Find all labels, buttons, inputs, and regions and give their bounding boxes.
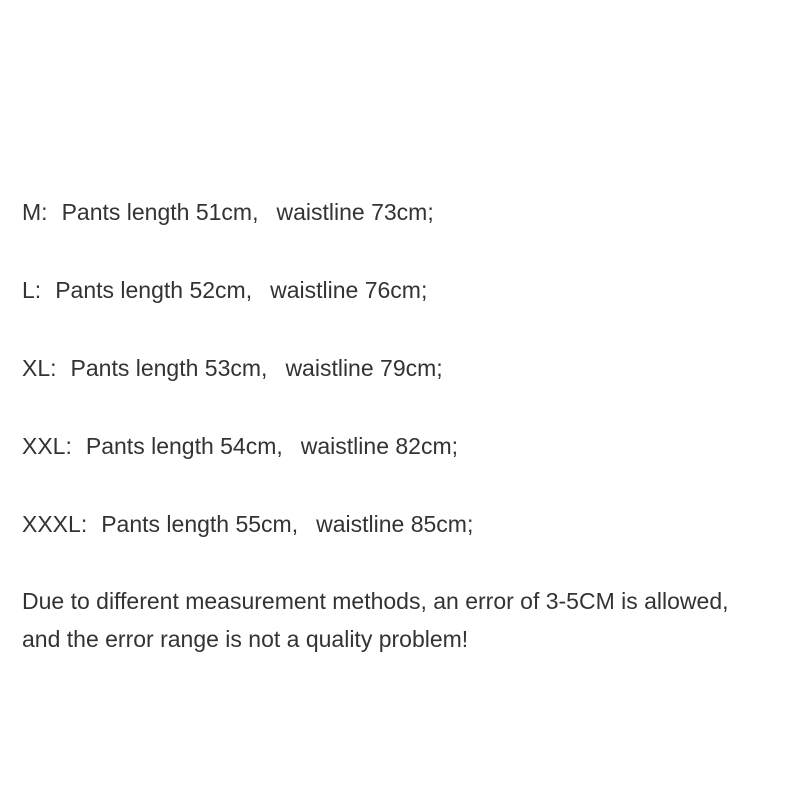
comma: ,	[261, 355, 268, 381]
size-row-m	[22, 192, 473, 270]
size-label: XXXL	[22, 511, 81, 537]
waistline: waistline 85cm	[316, 511, 467, 537]
waistline: waistline 73cm	[276, 199, 428, 225]
size-label: L	[22, 277, 35, 303]
size-label: XL	[22, 355, 51, 381]
size-row-xl	[22, 348, 473, 426]
size-label: XXL	[22, 433, 66, 459]
waistline: waistline 79cm	[285, 355, 437, 381]
pants-length: Pants length 54cm	[85, 433, 277, 459]
comma: ,	[276, 433, 283, 459]
colon: :	[41, 199, 48, 225]
semicolon: ;	[436, 355, 443, 381]
waistline: waistline 76cm	[270, 277, 421, 303]
colon: :	[34, 277, 42, 303]
semicolon: ;	[420, 277, 428, 303]
colon: :	[80, 511, 88, 537]
note-line-2: and the error range is not a quality problem!	[22, 626, 469, 652]
size-row-xxxl	[22, 504, 473, 582]
size-chart	[22, 192, 473, 582]
measurement-note	[22, 582, 797, 658]
waistline: waistline 82cm	[300, 433, 452, 459]
comma: ,	[252, 199, 259, 225]
comma: ,	[291, 511, 299, 537]
comma: ,	[245, 277, 253, 303]
size-row-xxl	[22, 426, 473, 504]
pants-length: Pants length 52cm	[55, 277, 246, 303]
pants-length: Pants length 53cm	[70, 355, 262, 381]
semicolon: ;	[451, 433, 459, 459]
colon: :	[50, 355, 57, 381]
size-row-l	[22, 270, 473, 348]
pants-length: Pants length 51cm	[61, 199, 253, 225]
note-line-1: Due to different measurement methods, an error of 3-5CM is allowed,	[22, 588, 729, 614]
pants-length: Pants length 55cm	[101, 511, 292, 537]
semicolon: ;	[427, 199, 434, 225]
size-label: M	[22, 199, 42, 225]
colon: :	[65, 433, 72, 459]
semicolon: ;	[466, 511, 474, 537]
